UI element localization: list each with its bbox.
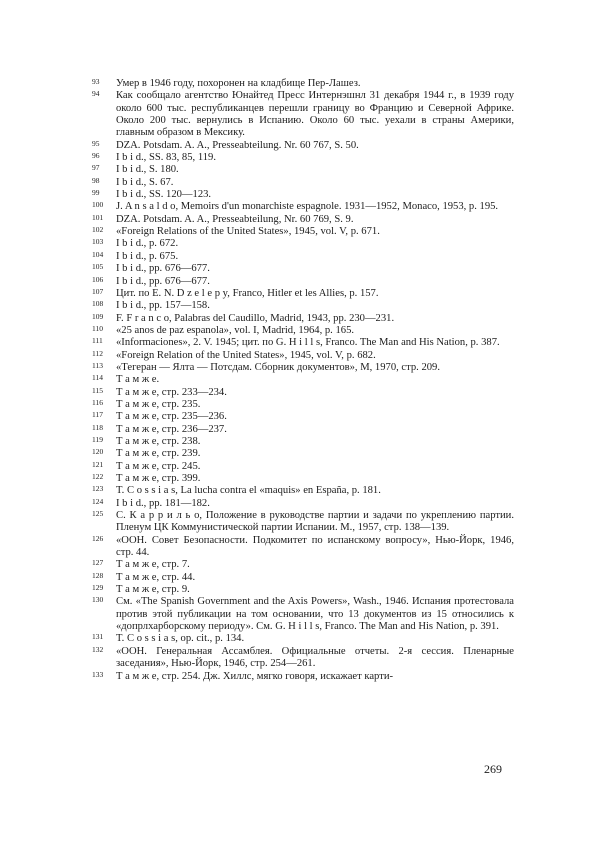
footnote-number: 108 — [92, 299, 104, 309]
footnote-text: Т а м ж е, стр. 245. — [116, 460, 201, 472]
footnote-text: I b i d., SS. 120—123. — [116, 189, 212, 201]
footnote — [92, 238, 514, 250]
footnote — [92, 300, 514, 312]
footnote-number: 117 — [92, 410, 103, 420]
footnote-number: 106 — [92, 274, 104, 284]
footnote-text: I b i d., p. 672. — [116, 238, 179, 250]
footnote-text: «ООН. Совет Безопасности. Подкомитет по испанскому вопросу», Нью-Йорк, 1946, стр. 44. — [116, 534, 514, 559]
footnote — [92, 399, 514, 411]
footnote-number: 114 — [92, 373, 103, 383]
footnote-text: I b i d., pp. 676—677. — [116, 263, 210, 275]
footnote-number: 103 — [92, 237, 104, 247]
footnote-number: 122 — [92, 472, 104, 481]
footnote-number: 129 — [92, 583, 104, 593]
footnote-text: Т а м ж е, стр. 9. — [116, 584, 190, 596]
footnote-number: 98 — [92, 175, 100, 185]
footnote-text: «Foreign Relation of the United States», 1945, vol. V, p. 682. — [116, 349, 376, 361]
footnote — [92, 152, 514, 164]
footnote-number: 116 — [92, 397, 103, 407]
footnote — [92, 535, 514, 560]
footnote — [92, 646, 514, 671]
footnote-text: Т а м ж е, стр. 239. — [116, 448, 201, 460]
footnote-text: «Foreign Relations of the United States», 1945, vol. V, p. 671. — [116, 226, 380, 238]
footnote-text: «Informaciones», 2. V. 1945; цит. по G. H i l l s, Franco. The Man and His Nation, p. 387. — [116, 337, 500, 349]
footnote-text: Т а м ж е, стр. 233—234. — [116, 386, 227, 398]
footnote-text: I b i d., SS. 83, 85, 119. — [116, 152, 216, 164]
footnote — [92, 411, 514, 423]
footnote — [92, 448, 514, 460]
footnote-text: DZA. Potsdam. A. A., Presseabteilung. Nr. 60 767, S. 50. — [116, 139, 359, 151]
footnote — [92, 177, 514, 189]
footnote — [92, 424, 514, 436]
footnote-text: «ООН. Генеральная Ассамблея. Официальные отчеты. 2-я сессия. Пленарные заседания», Нью-Йорк, 1946, стр. 254—261. — [116, 645, 514, 670]
footnote — [92, 263, 514, 275]
footnote — [92, 374, 514, 386]
footnote-number: 118 — [92, 422, 103, 432]
footnote-number: 113 — [92, 360, 103, 370]
footnote-number: 133 — [92, 669, 104, 679]
footnote-number: 96 — [92, 151, 100, 161]
footnote-number: 127 — [92, 558, 104, 568]
footnote-text: T. C o s s i a s, La lucha contra el «maquis» en España, p. 181. — [116, 485, 381, 497]
footnote-number: 101 — [92, 212, 104, 222]
footnote-text: Т а м ж е, стр. 238. — [116, 435, 201, 447]
footnotes-list — [92, 78, 514, 683]
footnote — [92, 325, 514, 337]
footnote — [92, 164, 514, 176]
footnote — [92, 201, 514, 213]
footnote-number: 109 — [92, 311, 104, 321]
footnote-text: Т а м ж е, стр. 236—237. — [116, 423, 227, 435]
footnote — [92, 387, 514, 399]
footnote-number: 130 — [92, 595, 104, 605]
footnote — [92, 584, 514, 596]
footnote-text: Цит. по E. N. D z e l e p y, Franco, Hitler et les Allies, p. 157. — [116, 287, 379, 299]
footnote — [92, 498, 514, 510]
footnote — [92, 313, 514, 325]
footnote-text: «25 anos de paz espanola», vol. I, Madrid, 1964, p. 165. — [116, 324, 355, 336]
footnote-text: См. «The Spanish Government and the Axis Powers», Wash., 1946. Испания протестовала против этой публикации на том основании, что 13 документов из 15 относились к «допрлхарборскому периоду». См. G. H i l l s, Franco. The Man and His Nation, p. 391. — [116, 596, 514, 633]
footnote-number: 121 — [92, 459, 104, 469]
footnote — [92, 350, 514, 362]
footnote — [92, 189, 514, 201]
footnote-number: 100 — [92, 200, 104, 210]
footnote-text: Т а м ж е, стр. 235. — [116, 398, 201, 410]
footnote — [92, 78, 514, 90]
footnote-number: 107 — [92, 286, 104, 296]
footnote — [92, 251, 514, 263]
footnote-text: Т а м ж е, стр. 235—236. — [116, 411, 227, 423]
footnote — [92, 90, 514, 139]
footnote-number: 120 — [92, 447, 104, 457]
footnote — [92, 559, 514, 571]
footnote — [92, 362, 514, 374]
footnote-number: 93 — [92, 77, 100, 86]
footnote — [92, 572, 514, 584]
footnote — [92, 596, 514, 633]
footnote-text: Т а м ж е, стр. 7. — [116, 559, 190, 571]
footnote-text: I b i d., p. 675. — [116, 250, 179, 262]
footnote-number: 104 — [92, 249, 104, 259]
footnote — [92, 461, 514, 473]
footnote-text: DZA. Potsdam. A. A., Presseabteilung, Nr. 60 769, S. 9. — [116, 213, 354, 225]
footnote-number: 95 — [92, 138, 100, 148]
footnote-text: F. F r a n c o, Palabras del Caudillo, Madrid, 1943, pp. 230—231. — [116, 312, 395, 324]
footnote — [92, 276, 514, 288]
footnote-text: Как сообщало агентство Юнайтед Пресс Интернэшнл 31 декабря 1944 г., в 1939 году около 600 тыс. республиканцев перешли границу во Францию и Северной Африке. Около 200 тыс. вернулись в Испанию. Около 60 тыс. уехали в страны Америки, главным образом в Мексику. — [116, 90, 514, 139]
footnote — [92, 214, 514, 226]
footnote-number: 105 — [92, 262, 104, 272]
footnote-text: Т а м ж е, стр. 254. Дж. Хиллс, мягко говоря, искажает карти- — [116, 670, 394, 682]
footnote-text: С. К а р р и л ь о, Положение в руководстве партии и задачи по укреплению партии. Пленум ЦК Коммунистической партии Испании. М., 1957, стр. 138—139. — [116, 510, 514, 534]
page-number: 269 — [484, 762, 502, 776]
footnote-number: 123 — [92, 484, 104, 494]
footnote-number: 131 — [92, 632, 104, 642]
footnote — [92, 485, 514, 497]
footnote-number: 126 — [92, 533, 104, 543]
footnote-number: 125 — [92, 509, 104, 519]
footnote-number: 112 — [92, 348, 103, 358]
footnote-number: 132 — [92, 644, 104, 654]
footnote-number: 97 — [92, 163, 100, 173]
footnote — [92, 436, 514, 448]
footnote-number: 128 — [92, 570, 104, 580]
footnote-text: «Тегеран — Ялта — Потсдам. Сборник документов», М, 1970, стр. 209. — [116, 361, 441, 373]
footnote-text: Т а м ж е, стр. 399. — [116, 473, 201, 484]
footnote — [92, 337, 514, 349]
footnote-text: I b i d., pp. 181—182. — [116, 497, 210, 509]
footnote-text: I b i d., pp. 157—158. — [116, 300, 210, 312]
footnote-text: J. A n s a l d o, Memoirs d'un monarchiste espagnole. 1931—1952, Monaco, 1953, p. 195. — [116, 201, 499, 213]
footnote-text: I b i d., pp. 676—677. — [116, 275, 210, 287]
footnote-text: Т а м ж е. — [116, 374, 160, 386]
footnote — [92, 671, 514, 683]
footnote-text: Умер в 1946 году, похоронен на кладбище Пер-Лашез. — [116, 78, 361, 89]
footnote-number: 111 — [92, 336, 103, 346]
footnote-number: 124 — [92, 496, 104, 506]
footnote — [92, 140, 514, 152]
footnote-text: I b i d., S. 180. — [116, 164, 179, 176]
footnote-text: T. C o s s i a s, op. cit., p. 134. — [116, 633, 245, 645]
footnote — [92, 510, 514, 535]
footnote-number: 94 — [92, 89, 100, 99]
footnote — [92, 633, 514, 645]
footnote-number: 110 — [92, 323, 103, 333]
footnote — [92, 473, 514, 485]
footnote-text: Т а м ж е, стр. 44. — [116, 571, 196, 583]
footnote-number: 119 — [92, 434, 103, 444]
footnote — [92, 288, 514, 300]
footnote-number: 102 — [92, 225, 104, 235]
footnote-number: 115 — [92, 385, 103, 395]
footnote-number: 99 — [92, 188, 100, 198]
footnote-text: I b i d., S. 67. — [116, 176, 174, 188]
footnote — [92, 226, 514, 238]
